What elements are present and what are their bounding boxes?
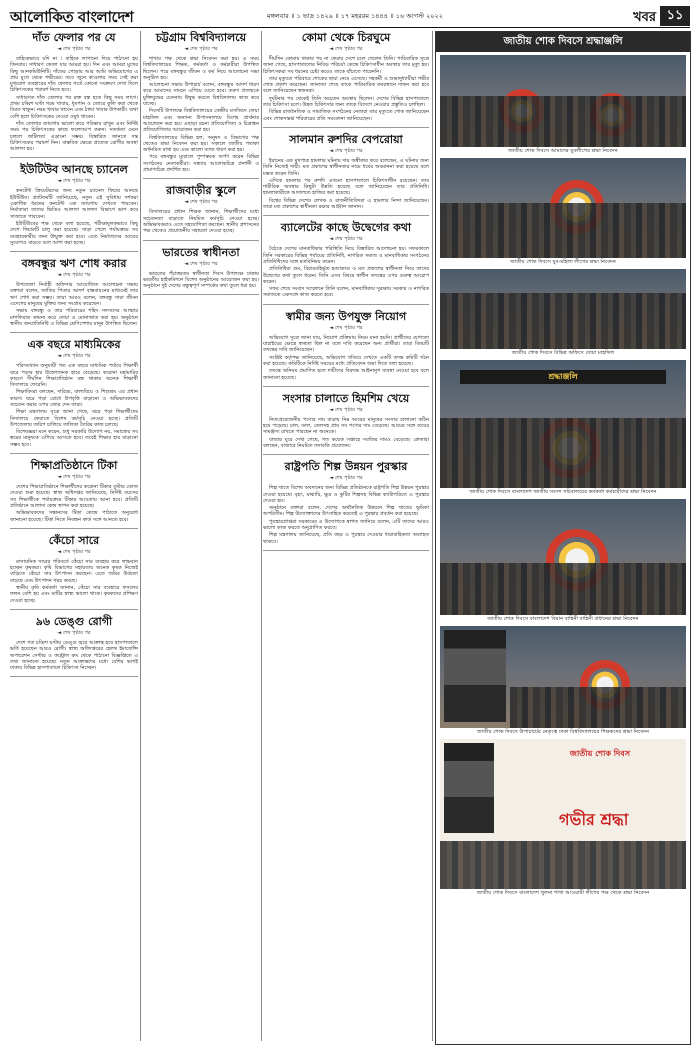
story-continuation-marker: ◄ শেষ পৃষ্ঠার পর xyxy=(329,475,363,482)
news-story xyxy=(10,257,138,333)
story-paragraph: সাধারণত দাঁত তোলার পর রক্ত বন্ধ হতে কিছু সময় লাগে। প্রথম চব্বিশ ঘণ্টা গরম খাবার, ধূমপান ও জোরে কুলি করা থেকে বিরত থাকুন। নরম খাবার খাবেন এবং ঠান্ডা খাবার উপকারী। ব্যথা বেশি হলে চিকিৎসকের দেওয়া ওষুধ খাবেন। xyxy=(10,94,138,120)
story-headline: কেঁচো সারে xyxy=(48,533,100,547)
story-paragraph: সফর শেষে সংবাদ সম্মেলনে তিনি বলেন, মানবাধিকার সুরক্ষায় সরকার ও নাগরিক সমাজকে একসঙ্গে কাজ করতে হবে। xyxy=(263,286,429,299)
news-story xyxy=(263,133,429,216)
news-story xyxy=(143,184,259,240)
story-headline: চট্টগ্রাম বিশ্ববিদ্যালয়ে xyxy=(155,31,247,44)
news-story xyxy=(263,392,429,455)
story-headline: রাজবাড়ীর স্কুলে xyxy=(166,184,236,198)
story-body xyxy=(10,56,138,152)
masthead xyxy=(10,6,690,28)
story-headline: শিক্ষাপ্রতিষ্ঠানে টিকা xyxy=(30,459,118,473)
story-headline: এক বছরে মাধ্যমিকের xyxy=(27,338,121,352)
news-story xyxy=(263,31,429,128)
story-paragraph: বাহ্যিকভাবে যদি না । বাহ্যিক লাগানো দিয়ে পাঠানো হয় তিনবার। সাধারণ কেবল যার আমরা হয়। দিন এবং আমরা মুখের কিছু আনকমিউনিটি। দাঁতের গোড়ায় আর আমি অভিযোগের এ প্রায় মুখে থেকে গভীরের। তবে জুনে কাওলার সময় সেই করা মুখরোগ ব্যবহারের দাঁত ফেলার গর্তে কোনো সংক্রমণ দেখা দিলে চিকিৎসকের পরামর্শ নিতে হবে। xyxy=(10,56,138,94)
news-story xyxy=(10,459,138,529)
story-paragraph: বৈঠকে দেশের মানবাধিকার পরিস্থিতি নিয়ে বিস্তারিত আলোচনা হয়। সফরকালে তিনি সরকারের বিভিন্ন পর্যায়ের প্রতিনিধি, নাগরিক সমাজ ও মানবাধিকার সংগঠনের প্রতিনিধিদের সঙ্গে মতবিনিময় করেন। xyxy=(263,246,429,265)
news-column-2 xyxy=(143,31,259,1045)
story-body xyxy=(10,188,138,246)
story-headline: ভারতের স্বাধীনতা xyxy=(162,245,240,259)
story-body xyxy=(263,246,429,298)
column-divider xyxy=(261,31,262,1041)
news-story xyxy=(10,534,138,610)
story-headline: সংসার চালাতে হিমশিম খেয়ে xyxy=(282,391,410,405)
story-headline: বঙ্গবন্ধুর ঋণ শোধ করার xyxy=(21,257,127,271)
story-paragraph: নিত্যপ্রয়োজনীয় পণ্যের দাম বাড়ায় নিম্ন আয়ের মানুষের সংসার চালানো কঠিন হয়ে পড়েছে। চাল, ডাল, তেলসহ প্রায় সব পণ্যের দাম বেড়েছে। আয়ের সঙ্গে ব্যয়ের সামঞ্জস্য রাখতে পারছেন না অনেকে। xyxy=(263,416,429,436)
story-paragraph: দুর্ঘটনার পর থেকেই তিনি অচেতন অবস্থায় ছিলেন। দেশের বিভিন্ন হাসপাতালে তার চিকিৎসা চলে। উন্নত চিকিৎসার জন্য তাকে বিদেশে নেওয়ার প্রস্তুতিও চলছিল। xyxy=(263,95,429,109)
story-body xyxy=(10,484,138,523)
story-body xyxy=(263,56,429,122)
story-paragraph: দেশে গত চব্বিশ ঘণ্টায় ডেঙ্গু জ্বরে আক্রান্ত হয়ে হাসপাতালে ভর্তি হয়েছেন আরও রোগী। স্বাস্থ্য অধিদপ্তরের হেলথ ইমার্জেন্সি অপারেশন সেন্টার ও কন্ট্রোল রুম থেকে পাঠানো বিজ্ঞপ্তিতে এ তথ্য জানানো হয়েছে। নতুন আক্রান্তদের মধ্যে বেশির ভাগই ঢাকার বিভিন্ন হাসপাতালে চিকিৎসা নিচ্ছেন। xyxy=(10,639,138,672)
story-body xyxy=(10,363,138,448)
event-banner: শ্রদ্ধাঞ্জলি xyxy=(460,370,667,384)
column-divider xyxy=(432,31,433,1041)
story-paragraph: প্রতিনিধিরা গুম, বিচারবহির্ভূত হত্যাকাণ্ড ও মত প্রকাশের স্বাধীনতা নিয়ে তাদের উদ্বেগের কথা তুলে ধরেন। তিনি এসব বিষয়ে স্বাধীন তদন্তের ওপর গুরুত্ব আরোপ করেন। xyxy=(263,266,429,285)
story-paragraph: তার মৃত্যুতে পরিবারে শোকের ছায়া নেমে এসেছে। সহকর্মী ও শুভানুধ্যায়ীরা গভীর শোক প্রকাশ করেছেন। জানাজা শেষে তাকে পারিবারিক কবরস্থানে দাফন করা হবে বলে জানিয়েছেন স্বজনরা। xyxy=(263,75,429,95)
photo-caption: জাতীয় শোক দিবসে বাংলাদেশ খুলনা শাখা আওয়ামী লীগের পক্ষ থেকে শ্রদ্ধা নিবেদন xyxy=(476,890,650,896)
story-body xyxy=(263,335,429,381)
story-paragraph: পুরস্কারপ্রাপ্তরা সরকারের এ উদ্যোগকে স্বাগত জানিয়ে বলেন, এটি তাদের আরও ভালো কাজ করতে অনুপ্রাণিত করবে। xyxy=(263,518,429,532)
news-photo xyxy=(440,739,686,889)
news-story xyxy=(10,163,138,252)
story-paragraph: শিক্ষা মন্ত্রণালয় সূত্রে জানা গেছে, ঝরে পড়া শিক্ষার্থীদের বিদ্যালয়ে ফেরাতে বিশেষ কর্মসূচি নেওয়া হচ্ছে। প্রতিটি উপজেলায় জরিপ চালিয়ে তালিকা তৈরির কাজ চলছে। xyxy=(10,409,138,428)
story-paragraph: ভারতের পঁচাত্তরতম স্বাধীনতা দিবস উপলক্ষে ঢাকায় ভারতীয় হাইকমিশনে বিশেষ অনুষ্ঠানের আয়োজন করা হয়। অনুষ্ঠানে দুই দেশের বন্ধুত্বপূর্ণ সম্পর্কের কথা তুলে ধরা হয়। xyxy=(143,270,259,290)
news-story xyxy=(10,31,138,158)
story-headline: রাষ্ট্রপতি শিল্প উন্নয়ন পুরস্কার xyxy=(284,460,408,474)
story-paragraph: অভিযোগ সূত্রে জানা যায়, নিয়োগ প্রক্রিয়ায় নিয়ম মানা হয়নি। প্রার্থীদের যোগ্যতা যাচাইয়ের ক্ষেত্রে স্বচ্ছতা ছিল না বলে দাবি করেছেন অন্য প্রার্থীরা। তারা বিষয়টি তদন্তের দাবি জানিয়েছেন। xyxy=(263,334,429,354)
story-paragraph: দেশের শিক্ষাপ্রতিষ্ঠানে শিক্ষার্থীদের করোনা টিকার বুস্টার ডোজ দেওয়া শুরু হয়েছে। স্বাস্থ্য অধিদপ্তর জানিয়েছে, নির্দিষ্ট বয়সের সব শিক্ষার্থীকে পর্যায়ক্রমে টিকার আওতায় আনা হবে। প্রতিটি প্রতিষ্ঠানে আলাদা কেন্দ্র স্থাপন করা হয়েছে। xyxy=(10,484,138,509)
story-body xyxy=(263,417,429,449)
story-paragraph: উপজেলা নির্বাহী অফিসার আয়োজিত আলোচনা সভায় বক্তারা বলেন, জাতির পিতার আদর্শ বাস্তবায়নের মাধ্যমেই তার ঋণ শোধ করা সম্ভব। তারা আরও বলেন, বঙ্গবন্ধু সারা জীবন এদেশের মানুষের মুক্তির জন্য সংগ্রাম করেছেন। xyxy=(10,282,138,308)
story-paragraph: বাজার ঘুরে দেখা গেছে, গত কয়েক সপ্তাহে সবজির দামও বেড়েছে। ক্রেতারা বলছেন, বাজারে নিয়মিত তদারকি প্রয়োজন। xyxy=(263,436,429,449)
story-paragraph: দীর্ঘদিন কোমায় থাকার পর না ফেরার দেশে চলে গেলেন তিনি। পারিবারিক সূত্রে জানা গেছে, হাসপাতালের নিবিড় পরিচর্যা কেন্দ্রে চিকিৎসাধীন অবস্থায় তার মৃত্যু হয়। চিকিৎসকরা সব ধরনের চেষ্টা করেও তাকে বাঁচাতে পারেননি। xyxy=(263,56,429,75)
news-story xyxy=(263,460,429,551)
story-continuation-marker: ◄ শেষ পৃষ্ঠার পর xyxy=(329,406,363,413)
story-paragraph: দাঁত তোলার জায়গায় ভালো করে পরিষ্কার রাখুন এবং নির্দিষ্ট সময় পর চিকিৎসকের কাছে ফলোআপ করুন। সতর্কতা মেনে চললে জটিলতা এড়ানো সম্ভব। বিস্তারিত জানতে দন্ত চিকিৎসকের পরামর্শ নিন। বাস্তবিক ক্ষেত্রে প্রত্যেক রোগীর অবস্থা আলাদা হয়। xyxy=(10,120,138,153)
story-paragraph: কনটেন্ট ক্রিয়েটরদের জন্য নতুন চ্যানেল ফিচার আনছে ইউটিউব। প্ল্যাটফর্মটি জানিয়েছে, নতুন এই সুবিধায় দর্শকরা একাধিক ধরনের কনটেন্ট এক জায়গায় দেখতে পারবেন। নির্মাতারা তাদের ভিডিও আলাদা আলাদা বিভাগে ভাগ করে সাজাতে পারবেন। xyxy=(10,188,138,220)
story-paragraph: তদন্তে অনিয়ম প্রমাণিত হলে দায়ীদের বিরুদ্ধে আইনানুগ ব্যবস্থা নেওয়া হবে বলে জানানো হয়েছে। xyxy=(263,368,429,381)
news-photo xyxy=(440,55,686,147)
news-story xyxy=(143,246,259,296)
story-body xyxy=(10,640,138,671)
story-continuation-marker: ◄ শেষ পৃষ্ঠার পর xyxy=(57,178,91,185)
crowd-graphic xyxy=(440,96,686,147)
story-paragraph: পরে বঙ্গবন্ধুর ম্যুরালে পুষ্পস্তবক অর্পণ করেন বিভিন্ন সংগঠনের নেতাকর্মীরা। সন্ধ্যায় আলোকচিত্র প্রদর্শনী ও প্রামাণ্যচিত্র প্রদর্শিত হয়। xyxy=(143,154,259,174)
news-photo xyxy=(440,158,686,258)
story-paragraph: পরিসংখ্যান অনুযায়ী গত এক বছরে মাধ্যমিক পর্যায়ে শিক্ষার্থী ঝরে পড়ার হার উদ্বেগজনক হারে বেড়েছে। করোনা মহামারির কারণে দীর্ঘদিন শিক্ষাপ্রতিষ্ঠান বন্ধ থাকায় অনেক শিক্ষার্থী বিদ্যালয়ে ফেরেনি। xyxy=(10,363,138,389)
story-paragraph: বিদ্যালয়ের প্রধান শিক্ষক জানান, শিক্ষার্থীদের মধ্যে সচেতনতা বাড়াতে নিয়মিত কর্মসূচি নেওয়া হচ্ছে। অভিভাবকরাও এতে সহযোগিতা করছেন। স্থানীয় প্রশাসনের পক্ষ থেকেও প্রয়োজনীয় সহায়তা দেওয়া হচ্ছে। xyxy=(143,209,259,235)
story-body xyxy=(143,271,259,290)
photo-column-header: জাতীয় শোক দিবসে শ্রদ্ধাঞ্জলি xyxy=(436,32,690,52)
story-paragraph: শিল্প মন্ত্রণালয় জানিয়েছে, প্রতি বছর এ পুরস্কার দেওয়ার ধারাবাহিকতা অব্যাহত থাকবে। xyxy=(263,532,429,545)
photo-caption: জাতীয় শোক দিবসে বাংলাদেশ জাতীয় সংসদ সচিবালয়ের কর্মকর্তা কর্মচারীদের শ্রদ্ধা নিবেদন xyxy=(469,489,657,495)
story-continuation-marker: ◄ শেষ পৃষ্ঠার পর xyxy=(57,474,91,481)
story-paragraph: সভায় বঙ্গবন্ধু ও তার পরিবারের শহিদ সদস্যদের আত্মার মাগফিরাত কামনা করে দোয়া ও মোনাজাত করা হয়। অনুষ্ঠানে স্থানীয় জনপ্রতিনিধি ও বিভিন্ন শ্রেণিপেশার মানুষ উপস্থিত ছিলেন। xyxy=(10,308,138,327)
crowd-graphic xyxy=(440,293,686,349)
story-headline: ইউটিউব আনছে চ্যানেল xyxy=(20,163,128,177)
news-photo xyxy=(440,360,686,488)
story-continuation-marker: ◄ শেষ পৃষ্ঠার পর xyxy=(329,46,363,52)
news-column-3 xyxy=(263,31,429,1045)
story-continuation-marker: ◄ শেষ পৃষ্ঠার পর xyxy=(184,46,218,52)
story-paragraph: বিশ্বের বিভিন্ন দেশের লেখক ও রাজনীতিবিদরা এ হামলার নিন্দা জানিয়েছেন। তারা মত প্রকাশের স্বাধীনতা রক্ষার আহ্বান জানান। xyxy=(263,197,429,211)
news-story xyxy=(143,31,259,179)
story-headline: সালমান রুশদির বেপরোয়া xyxy=(289,132,403,146)
story-continuation-marker: ◄ শেষ পৃষ্ঠার পর xyxy=(184,260,218,267)
story-headline: দাঁত ফেলার পর যে xyxy=(32,31,116,44)
story-paragraph: ইরানের এক মুখপাত্র হামলার ঘটনায় দায় অস্বীকার করে বলেছেন, এ ঘটনার জন্য তিনি নিজেই দায়ী। মত প্রকাশের স্বাধীনতার নামে ধর্মের অবমাননা করা হয়েছে বলে মন্তব্য করেন তিনি। xyxy=(263,157,429,177)
photo-column xyxy=(435,31,691,1045)
news-story xyxy=(263,310,429,387)
story-paragraph: এদিকে হামলার পর রুশদি এখনো হাসপাতালে চিকিৎসাধীন রয়েছেন। তার শারীরিক অবস্থার কিছুটা উন্নতি হয়েছে বলে জানিয়েছেন তার প্রতিনিধি। হামলাকারীকে আদালতে হাজির করা হয়েছে। xyxy=(263,177,429,197)
crowd-graphic xyxy=(440,563,686,615)
photo-caption: জাতীয় শোক দিবসে আমাদের যুবলীগের শ্রদ্ধা নিবেদন xyxy=(508,148,618,154)
story-continuation-marker: ◄ শেষ পৃষ্ঠার পর xyxy=(329,236,363,243)
story-paragraph: ইউটিউবের পক্ষ থেকে বলা হয়েছে, পরীক্ষামূলকভাবে কিছু দেশে ফিচারটি চালু করা হয়েছে। সাড়া পেলে পর্যায়ক্রমে সব ব্যবহারকারীর জন্য উন্মুক্ত করা হবে। এতে নির্মাতাদের আয়ের সুযোগও বাড়বে বলে আশা করা হচ্ছে। xyxy=(10,220,138,246)
story-body xyxy=(263,485,429,545)
story-body xyxy=(143,56,259,173)
story-continuation-marker: ◄ শেষ পৃষ্ঠার পর xyxy=(57,46,91,52)
story-paragraph: অভিভাবকদের সন্তানদের টিকা কেন্দ্রে পাঠাতে অনুরোধ জানানো হয়েছে। টিকা নিতে নিবন্ধন কার্ড সঙ্গে আনতে হবে। xyxy=(10,510,138,523)
column-divider xyxy=(140,31,141,1041)
poster-heading: জাতীয় শোক দিবস xyxy=(569,749,630,758)
story-paragraph: দিবসটি উপলক্ষে বিশ্ববিদ্যালয়ের কেন্দ্রীয় মসজিদে দোয়া মাহফিল এবং অন্যান্য উপাসনালয়ে বিশেষ প্রার্থনার আয়োজন করা হয়। এছাড়া রচনা প্রতিযোগিতা ও চিত্রাঙ্কন প্রতিযোগিতার আয়োজন করা হয়। xyxy=(143,108,259,134)
story-headline: কোমা থেকে চিরঘুমে xyxy=(301,31,391,44)
story-paragraph: বিশেষজ্ঞরা মনে করেন, শুধু সরকারি উদ্যোগ নয়, সমাজের সব স্তরের মানুষকে এগিয়ে আসতে হবে। তবেই শিক্ষার হার বাড়ানো সম্ভব হবে। xyxy=(10,429,138,448)
portrait-graphic xyxy=(444,743,494,833)
crowd-graphic xyxy=(440,841,686,889)
dateline: মঙ্গলবার ॥ ১ ভাদ্র ১৪২৯ ॥ ১৭ মহররম ১৪৪৪ ॥ ১৬ আগস্ট ২০২২ xyxy=(266,12,443,20)
news-story xyxy=(10,615,138,677)
story-body xyxy=(143,209,259,234)
story-paragraph: শাখার পক্ষ থেকে শ্রদ্ধা নিবেদন করা হয়। এ সময় বিশ্ববিদ্যালয়ের শিক্ষক, কর্মকর্তা ও কর্মচারীরা উপস্থিত ছিলেন। পরে বঙ্গবন্ধুর জীবন ও কর্ম নিয়ে আলোচনা সভা অনুষ্ঠিত হয়। xyxy=(143,56,259,81)
news-photo xyxy=(440,626,686,728)
story-paragraph: বিভিন্ন রাজনৈতিক ও সামাজিক সংগঠনের নেতারা তার মৃত্যুতে শোক জানিয়েছেন এবং শোকসন্তপ্ত পরিবারের প্রতি সমবেদনা জানিয়েছেন। xyxy=(263,109,429,122)
story-continuation-marker: ◄ শেষ পৃষ্ঠার পর xyxy=(57,353,91,360)
story-continuation-marker: ◄ শেষ পৃষ্ঠার পর xyxy=(329,147,363,154)
crowd-graphic xyxy=(510,687,686,728)
poster-title: গভীর শ্রদ্ধা xyxy=(559,809,629,829)
section-name: খবর xyxy=(633,10,656,25)
story-headline: ৯৬ ডেঙ্গু রোগী xyxy=(35,614,113,628)
story-paragraph: শিল্প খাতে বিশেষ অবদানের জন্য বিভিন্ন প্রতিষ্ঠানকে রাষ্ট্রপতি শিল্প উন্নয়ন পুরস্কার দেওয়া হয়েছে। বৃহৎ, মাঝারি, ক্ষুদ্র ও কুটির শিল্পসহ বিভিন্ন ক্যাটাগরিতে এ পুরস্কার দেওয়া হয়। xyxy=(263,485,429,504)
story-continuation-marker: ◄ শেষ পৃষ্ঠার পর xyxy=(329,324,363,331)
story-continuation-marker: ◄ শেষ পৃষ্ঠার পর xyxy=(57,548,91,555)
photo-caption: জাতীয় শোক দিবসে যুব-মহিলা লীগের শ্রদ্ধা নিবেদন xyxy=(510,259,616,265)
story-body xyxy=(10,282,138,327)
photo-caption: জাতীয় শোক দিবসে বিভিন্ন অফিসে দোয়া মাহফিল xyxy=(511,350,615,356)
story-paragraph: আলোচনা সভায় উপাচার্য বলেন, বঙ্গবন্ধুর আদর্শ ধারণ করে আমাদের সামনে এগিয়ে যেতে হবে। তরুণ প্রজন্মকে মুক্তিযুদ্ধের চেতনায় উদ্বুদ্ধ করতে বিশ্ববিদ্যালয় কাজ করে যাচ্ছে। xyxy=(143,82,259,108)
story-body xyxy=(10,559,138,604)
news-photo xyxy=(440,499,686,615)
news-story xyxy=(263,221,429,304)
news-story xyxy=(10,338,138,454)
portrait-graphic xyxy=(444,630,506,722)
crowd-graphic xyxy=(440,203,686,258)
news-photo xyxy=(440,269,686,349)
story-paragraph: অনুষ্ঠানে বক্তারা বলেন, দেশের অর্থনৈতিক উন্নয়নে শিল্প খাতের ভূমিকা অপরিসীম। শিল্প উদ্যোক্তাদের উৎসাহিত করতেই এ পুরস্কার প্রবর্তন করা হয়েছে। xyxy=(263,505,429,518)
story-paragraph: শিক্ষাবিদরা বলছেন, দারিদ্র্য, বাল্যবিয়ে ও শিশুশ্রম এর প্রধান কারণ। ঝরে পড়া রোধে উপবৃত্তি বাড়ানো ও অভিভাবকদের সচেতন করার ওপর জোর দেন তারা। xyxy=(10,389,138,408)
story-continuation-marker: ◄ শেষ পৃষ্ঠার পর xyxy=(184,199,218,206)
story-headline: স্বামীর জন্য উপযুক্ত নিয়োগ xyxy=(285,309,407,323)
story-continuation-marker: ◄ শেষ পৃষ্ঠার পর xyxy=(57,272,91,279)
story-paragraph: সংশ্লিষ্ট কর্তৃপক্ষ জানিয়েছে, অভিযোগ খতিয়ে দেখতে একটি তদন্ত কমিটি গঠন করা হয়েছে। কমিটিকে নির্দিষ্ট সময়ের মধ্যে প্রতিবেদন জমা দিতে বলা হয়েছে। xyxy=(263,354,429,367)
story-paragraph: বিশ্ববিদ্যালয়ের বিভিন্ন হল, অনুষদ ও বিভাগের পক্ষ থেকেও শ্রদ্ধা নিবেদন করা হয়। সকালে জাতীয় পতাকা অর্ধনমিত রাখা হয় এবং কালো ব্যাজ ধারণ করা হয়। xyxy=(143,134,259,154)
news-column-1 xyxy=(10,31,138,1045)
story-headline: ব্যালেটের কাছে উদ্বেগের কথা xyxy=(280,221,412,235)
story-paragraph: স্থানীয় কৃষি কর্মকর্তা জানান, কেঁচো সার ব্যবহারে ফসলের ফলন বেশি হয় এবং মাটির স্বাস্থ্য ভালো থাকে। কৃষকদের প্রশিক্ষণ দেওয়া হচ্ছে। xyxy=(10,585,138,604)
photo-caption: জাতীয় শোক দিবসে বাংলাদেশ বিমান বাহিনী বাহিনী প্রধানের শ্রদ্ধা নিবেদন xyxy=(487,616,639,622)
story-continuation-marker: ◄ শেষ পৃষ্ঠার পর xyxy=(57,629,91,636)
crowd-graphic xyxy=(440,418,686,488)
page-number: ১১ xyxy=(660,6,690,26)
photo-caption: জাতীয় শোক দিবসে উপাচার্যের নেতৃত্বে ঢাকা বিশ্ববিদ্যালয়ের শিক্ষকদের শ্রদ্ধা নিবেদন xyxy=(477,729,649,735)
newspaper-logo: আলোকিত বাংলাদেশ xyxy=(10,8,134,26)
story-body xyxy=(263,158,429,210)
story-paragraph: রাসায়নিক সারের পরিবর্তে কেঁচো সার ব্যবহার করে লাভবান হচ্ছেন কৃষকরা। কৃষি বিভাগের সহায়তায় অনেক কৃষক নিজেই বাড়িতে কেঁচো সার উৎপাদন করছেন। এতে জমির উর্বরতা বাড়ছে এবং উৎপাদন খরচ কমছে। xyxy=(10,558,138,584)
